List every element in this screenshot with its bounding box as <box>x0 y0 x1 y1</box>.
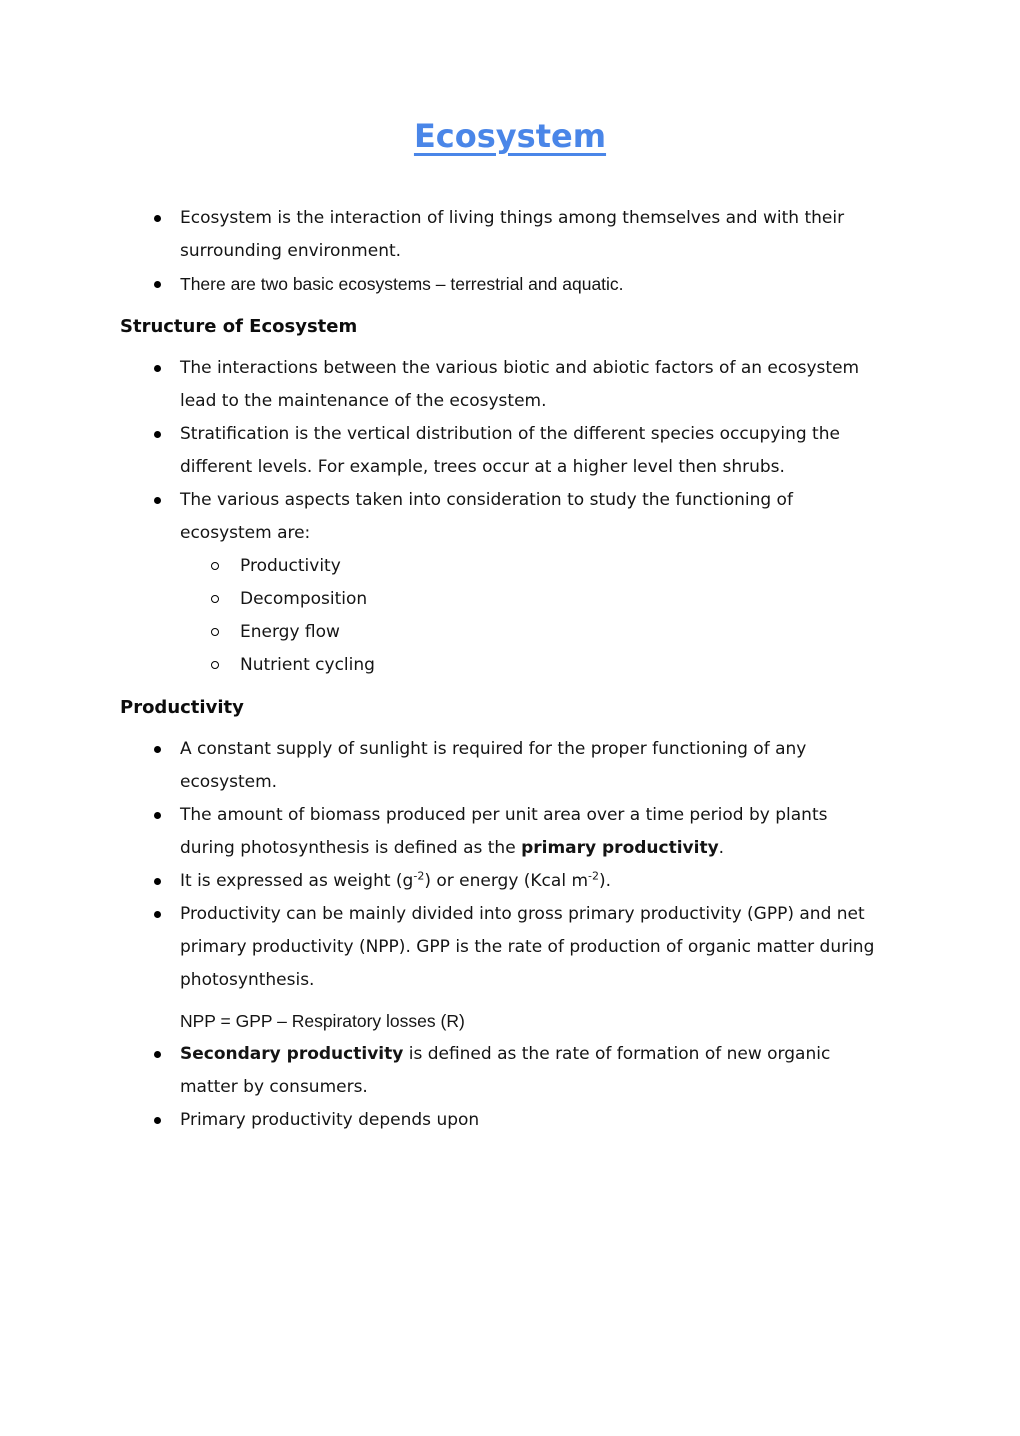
bullet-marker <box>152 418 180 451</box>
bullet-item <box>120 484 900 550</box>
bullet-marker <box>152 484 180 517</box>
sub-bullet-item <box>120 616 900 649</box>
text-run: ) or energy (Kcal m <box>424 871 589 891</box>
superscript-run: -2 <box>413 869 425 883</box>
section-heading-productivity: Productivity <box>120 697 244 718</box>
sub-bullet-text: Decomposition <box>240 589 368 609</box>
bullet-marker <box>152 865 180 898</box>
bullet-text: Ecosystem is the interaction of living things among themselves and with their surrounding environment. <box>180 208 845 261</box>
sub-bullet-text: Productivity <box>240 556 341 576</box>
bullet-marker <box>152 898 180 931</box>
sub-bullet-text: Energy flow <box>240 622 340 642</box>
bullet-marker <box>152 1038 180 1071</box>
bullet-item <box>120 418 900 484</box>
bullet-text: Stratification is the vertical distribution of the different species occupying the different levels. For example, trees occur at a higher level then shrubs. <box>180 424 840 477</box>
npp-formula-line: NPP = GPP – Respiratory losses (R) <box>180 1011 465 1031</box>
bullet-marker <box>152 352 180 385</box>
document-page <box>0 116 1020 1436</box>
bullet-text: Productivity can be mainly divided into gross primary productivity (GPP) and net primary productivity (NPP). GPP is the rate of production of organic matter during photosynthesis. <box>180 904 875 990</box>
sub-bullet-item <box>120 649 900 682</box>
bullet-text: Primary productivity depends upon <box>180 1110 480 1130</box>
bullet-marker <box>152 733 180 766</box>
bullet-text: The various aspects taken into consideration to study the functioning of ecosystem are: <box>180 490 793 543</box>
bullet-text: The interactions between the various biotic and abiotic factors of an ecosystem lead to the maintenance of the ecosystem. <box>180 358 860 411</box>
bullet-text <box>180 865 611 898</box>
text-run: . <box>718 838 725 858</box>
sub-bullet-marker <box>209 583 240 616</box>
sub-bullet-marker <box>209 649 240 682</box>
text-run: ). <box>598 871 612 891</box>
bullet-text <box>180 799 875 865</box>
bullet-marker <box>152 799 180 832</box>
bullet-text: A constant supply of sunlight is required for the proper functioning of any ecosystem. <box>180 739 807 792</box>
sub-bullet-item <box>120 583 900 616</box>
bold-text-run: primary productivity <box>521 838 719 858</box>
bullet-text <box>180 1038 875 1104</box>
sub-bullet-text: Nutrient cycling <box>240 655 375 675</box>
bullet-item <box>120 202 900 268</box>
document-content <box>120 202 900 1137</box>
bullet-item <box>120 733 900 799</box>
bullet-item <box>120 865 900 898</box>
bullet-item <box>120 352 900 418</box>
section-heading-structure: Structure of Ecosystem <box>120 316 358 337</box>
bullet-item <box>120 799 900 865</box>
sub-bullet-marker <box>209 550 240 583</box>
bullet-item <box>120 268 900 301</box>
bullet-marker <box>152 268 180 301</box>
bullet-item <box>120 1038 900 1104</box>
bullet-marker <box>152 202 180 235</box>
text-run: The amount of biomass produced per unit area over a time period by plants during photosynthesis is defined as the <box>180 805 828 858</box>
document-title: Ecosystem <box>413 117 607 155</box>
text-run: It is expressed as weight (g <box>180 871 414 891</box>
sub-bullet-marker <box>209 616 240 649</box>
bullet-text: There are two basic ecosystems – terrestrial and aquatic. <box>180 274 624 294</box>
bullet-item <box>120 1104 900 1137</box>
bullet-marker <box>152 1104 180 1137</box>
sub-bullet-item <box>120 550 900 583</box>
text-run: is defined as the rate of formation of new organic matter by consumers. <box>180 1044 831 1097</box>
bold-text-run: Secondary productivity <box>180 1044 404 1064</box>
superscript-run: -2 <box>588 869 599 883</box>
bullet-item <box>120 898 900 997</box>
